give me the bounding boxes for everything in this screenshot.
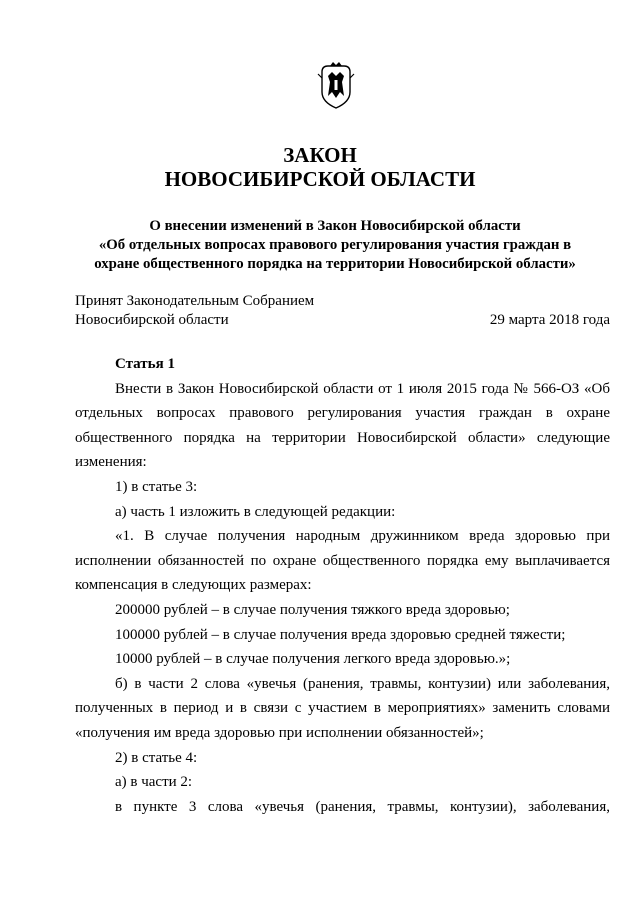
law-region-title: НОВОСИБИРСКОЙ ОБЛАСТИ: [164, 167, 476, 191]
article-body: [75, 352, 610, 819]
paragraph-line: полученных в период и в связи с участием в мероприятиях» заменить словами: [75, 700, 610, 717]
subtitle-line: охране общественного порядка на территории Новосибирской области»: [94, 256, 576, 272]
paragraph-line: исполнении обязанностей по охране общественного порядка ему выплачивается: [75, 552, 610, 569]
adoption-date: 29 марта 2018 года: [489, 312, 610, 328]
adoption-block: [75, 292, 610, 330]
paragraph-line: «получения им вреда здоровью при исполнении обязанностей»;: [75, 724, 484, 741]
list-item: 1) в статье 3:: [115, 478, 198, 495]
article-heading: Статья 1: [115, 356, 175, 372]
coat-of-arms-emblem: [316, 60, 356, 110]
list-item: а) часть 1 изложить в следующей редакции:: [115, 503, 396, 520]
paragraph-line: компенсация в следующих размерах:: [75, 577, 312, 594]
list-item: 2) в статье 4:: [115, 749, 198, 766]
law-title: ЗАКОН: [283, 143, 357, 167]
subtitle-line: «Об отдельных вопросах правового регулирования участия граждан в: [98, 237, 572, 253]
paragraph-line: изменения:: [75, 454, 147, 471]
subtitle-line: О внесении изменений в Закон Новосибирской области: [149, 218, 521, 234]
paragraph-line: отдельных вопросах правового регулирования участия граждан в охране: [75, 405, 610, 422]
adopted-row: [75, 311, 610, 330]
list-item: 200000 рублей – в случае получения тяжкого вреда здоровью;: [115, 601, 510, 618]
paragraph-line: б) в части 2 слова «увечья (ранения, травмы, контузии) или заболевания,: [115, 675, 610, 692]
adopted-by-region: Новосибирской области: [75, 312, 229, 328]
paragraph-line: Внести в Закон Новосибирской области от 1 июля 2015 года № 566-ОЗ «Об: [115, 380, 610, 397]
paragraph-line: «1. В случае получения народным дружинником вреда здоровью при: [115, 528, 610, 545]
law-subtitle: [60, 217, 610, 274]
adopted-by-line: Принят Законодательным Собранием: [75, 293, 315, 309]
list-item: а) в части 2:: [115, 774, 193, 791]
list-item: 10000 рублей – в случае получения легкого вреда здоровью.»;: [115, 651, 511, 668]
paragraph-line: в пункте 3 слова «увечья (ранения, травмы, контузии), заболевания,: [115, 798, 610, 815]
list-item: 100000 рублей – в случае получения вреда здоровью средней тяжести;: [115, 626, 566, 643]
paragraph-line: общественного порядка на территории Новосибирской области» следующие: [75, 429, 610, 446]
